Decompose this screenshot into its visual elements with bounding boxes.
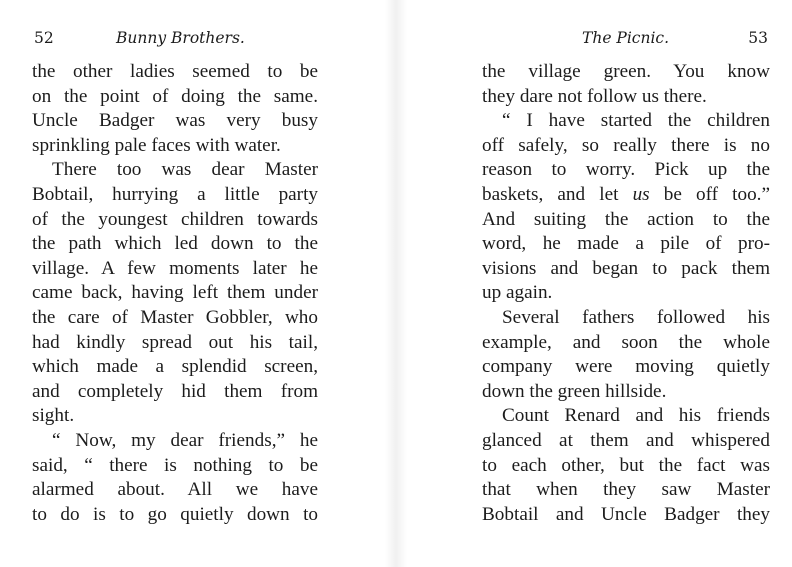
text-line: said, “ there is nothing to be [32,454,318,476]
text-line: example, and soon the whole [482,331,770,353]
text-line: down the green hillside. [482,380,667,402]
text-line: baskets, and let us be off too.” [482,183,770,205]
right-page-number: 53 [748,29,768,47]
text-line: alarmed about. All we have [32,479,318,501]
text-line: which made a splendid screen, [32,356,318,378]
text-line: Bobtail and Uncle Badger they [482,503,770,525]
text-line: Bobtail, hurrying a little party [32,183,318,205]
text-line: off safely, so really there is no [482,134,770,156]
text-line: There too was dear Master [52,159,318,181]
left-running-head-title: Bunny Brothers. [116,29,245,47]
text-line: reason to worry. Pick up the [482,159,770,181]
text-line: “ Now, my dear friends,” he [52,429,318,451]
text-line: word, he made a pile of pro- [482,233,770,255]
text-line: Uncle Badger was very busy [32,110,318,132]
text-line: to do is to go quietly down to [32,503,318,525]
text-line: glanced at them and whispered [482,429,770,451]
text-line: And suiting the action to the [482,208,770,230]
text-line: and completely hid them from [32,380,318,402]
text-line: village. A few moments later he [32,257,318,279]
text-line: Several fathers followed his [502,306,770,328]
left-page-text [32,60,318,527]
text-line: to each other, but the fact was [482,454,770,476]
text-line: came back, having left them under [32,282,318,304]
text-line: had kindly spread out his tail, [32,331,318,353]
text-line: that when they saw Master [482,479,770,501]
text-line: the care of Master Gobbler, who [32,306,318,328]
text-line: the path which led down to the [32,233,318,255]
right-page [396,0,792,567]
text-line: sight. [32,405,75,427]
text-line: up again. [482,282,553,304]
right-page-text [482,60,770,527]
text-line: sprinkling pale faces with water. [32,134,281,156]
text-line: they dare not follow us there. [482,85,707,107]
text-line: company were moving quietly [482,356,770,378]
left-page-number: 52 [34,29,54,47]
right-running-head-title: The Picnic. [582,29,670,47]
text-line: on the point of doing the same. [32,85,318,107]
text-line: the other ladies seemed to be [32,61,318,82]
text-line: the village green. You know [482,61,770,82]
text-line: visions and began to pack them [482,257,770,279]
text-line: Count Renard and his friends [502,405,770,427]
text-line: of the youngest children towards [32,208,318,230]
text-line: “ I have started the children [502,110,770,132]
